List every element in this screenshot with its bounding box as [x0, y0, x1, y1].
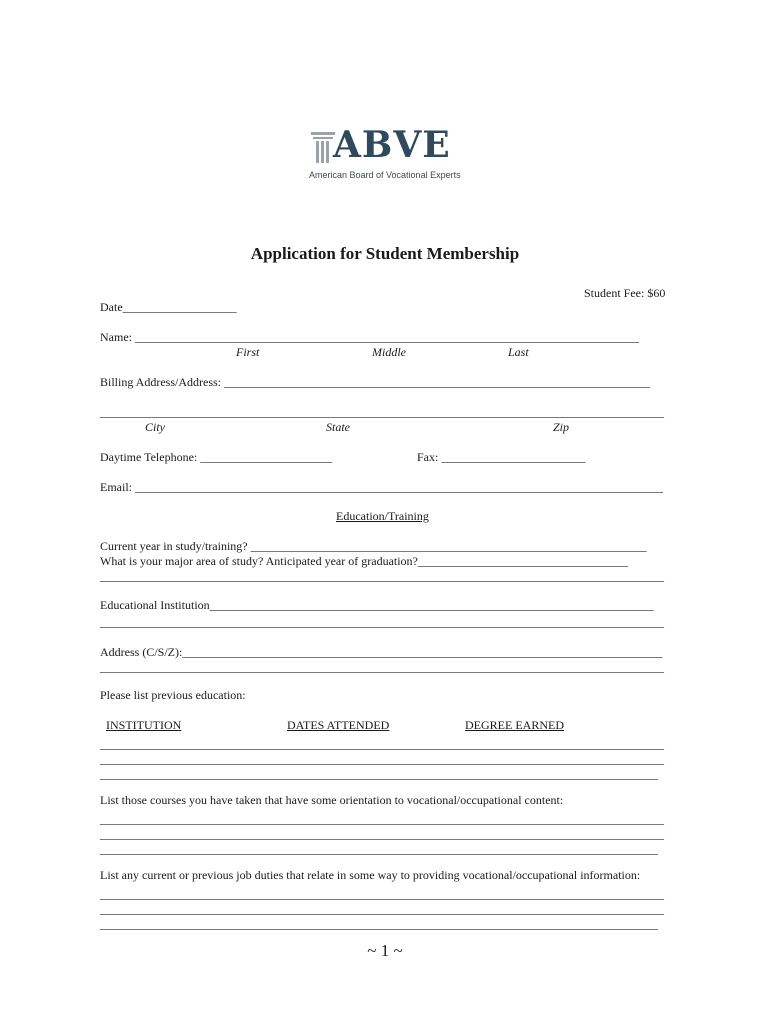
last-sublabel: Last — [508, 345, 529, 359]
education-heading: Education/Training — [336, 509, 429, 523]
previous-education-line[interactable]: ______________________________________________________________________________________________ — [100, 737, 664, 751]
dates-attended-column-header: DATES ATTENDED — [287, 718, 390, 732]
address-csz-field[interactable]: Address (C/S/Z):________________________________________________________________________________ — [100, 645, 663, 659]
previous-education-line[interactable]: ______________________________________________________________________________________________ — [100, 752, 664, 766]
date-field[interactable]: Date___________________ — [100, 300, 237, 314]
courses-prompt: List those courses you have taken that have some orientation to vocational/occupational content: — [100, 793, 564, 807]
name-field[interactable]: Name: ____________________________________________________________________________________ — [100, 330, 639, 344]
previous-education-label: Please list previous education: — [100, 688, 246, 702]
form-title: Application for Student Membership — [250, 244, 520, 263]
abve-logo — [309, 124, 471, 185]
logo-wordmark: ABVE — [333, 124, 451, 166]
major-area-field[interactable]: What is your major area of study? Anticipated year of graduation?___________________________________ — [100, 554, 628, 568]
page-number: ~ 1 ~ — [367, 941, 403, 960]
educational-institution-field[interactable]: Educational Institution__________________________________________________________________________ — [100, 598, 654, 612]
zip-sublabel: Zip — [553, 420, 570, 434]
job-duties-line[interactable]: _____________________________________________________________________________________________ — [100, 917, 658, 931]
courses-line[interactable]: _____________________________________________________________________________________________ — [100, 842, 658, 856]
previous-education-line[interactable]: _____________________________________________________________________________________________ — [100, 767, 658, 781]
institution-column-header: INSTITUTION — [106, 718, 182, 732]
major-area-continuation[interactable]: ______________________________________________________________________________________________ — [100, 569, 664, 583]
job-duties-line[interactable]: ______________________________________________________________________________________________ — [100, 902, 664, 916]
courses-line[interactable]: ______________________________________________________________________________________________ — [100, 827, 664, 841]
fax-field[interactable]: Fax: ________________________ — [417, 450, 586, 464]
state-sublabel: State — [326, 420, 350, 434]
job-duties-prompt: List any current or previous job duties that relate in some way to providing vocational/occupational information: — [100, 868, 641, 882]
logo-subtitle: American Board of Vocational Experts — [309, 170, 461, 180]
daytime-telephone-field[interactable]: Daytime Telephone: ______________________ — [100, 450, 333, 464]
courses-line[interactable]: ______________________________________________________________________________________________ — [100, 812, 664, 826]
middle-sublabel: Middle — [372, 345, 406, 359]
student-fee: Student Fee: $60 — [584, 286, 666, 300]
current-year-field[interactable]: Current year in study/training? __________________________________________________________________ — [100, 539, 647, 553]
institution-continuation[interactable]: ______________________________________________________________________________________________ — [100, 615, 664, 629]
address-csz-continuation[interactable]: ______________________________________________________________________________________________ — [100, 660, 664, 674]
column-icon — [311, 132, 335, 164]
degree-earned-column-header: DEGREE EARNED — [465, 718, 564, 732]
first-sublabel: First — [236, 345, 260, 359]
job-duties-line[interactable]: ______________________________________________________________________________________________ — [100, 887, 664, 901]
address-line-2-field[interactable]: ______________________________________________________________________________________________ — [100, 405, 664, 419]
city-sublabel: City — [145, 420, 165, 434]
billing-address-field[interactable]: Billing Address/Address: _______________________________________________________________________ — [100, 375, 651, 389]
email-field[interactable]: Email: ________________________________________________________________________________________ — [100, 480, 663, 494]
